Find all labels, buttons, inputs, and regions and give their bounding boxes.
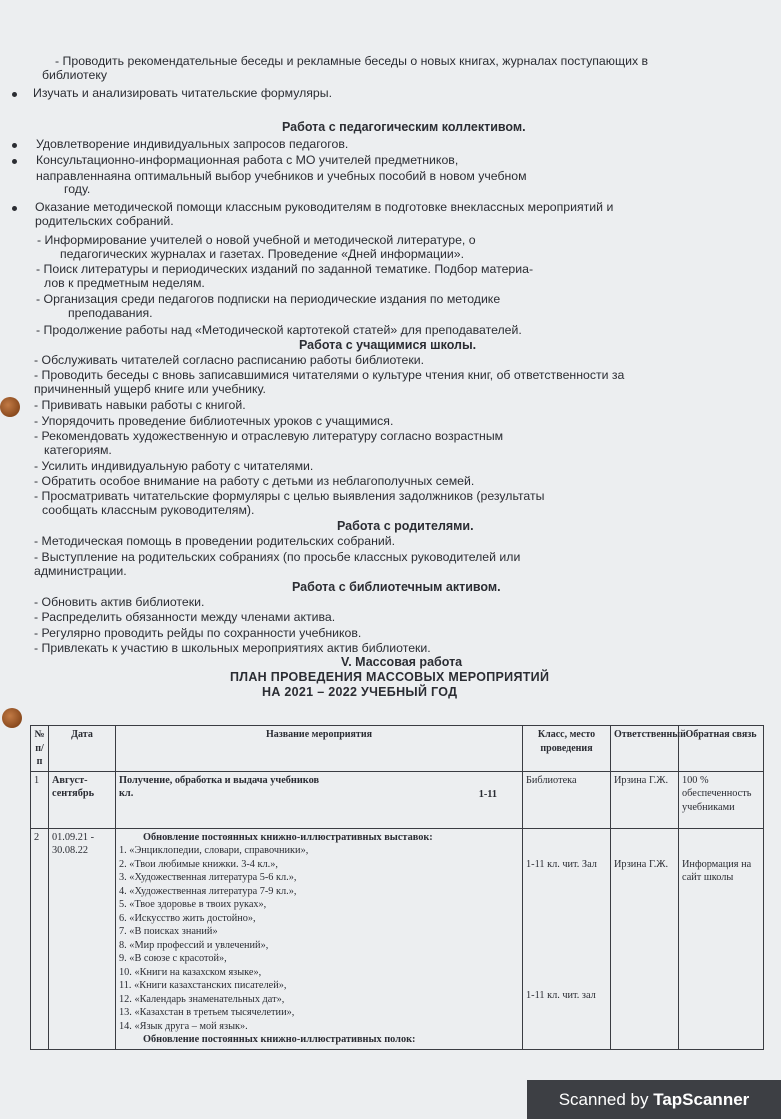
watermark-brand: TapScanner	[653, 1090, 750, 1109]
text-line: сообщать классным руководителям).	[42, 503, 255, 517]
text-line: - Обслуживать читателей согласно расписанию работы библиотеки.	[34, 353, 425, 367]
text-line: - Упорядочить проведение библиотечных уроков с учащимися.	[34, 414, 394, 428]
bullet	[12, 92, 17, 97]
list-item: 4. «Художественная литература 7-9 кл.»,	[119, 885, 297, 897]
plan-title: ПЛАН ПРОВЕДЕНИЯ МАССОВЫХ МЕРОПРИЯТИЙ	[230, 670, 550, 684]
table-row	[31, 828, 764, 1049]
text-line: - Рекомендовать художественную и отраслевую литературу согласно возрастным	[34, 429, 504, 443]
text-line: направленнаяна оптимальный выбор учебников и учебных пособий в новом учебном	[36, 169, 527, 183]
text-line: - Поиск литературы и периодических изданий по заданной тематике. Подбор материа-	[36, 262, 534, 276]
events-table	[30, 725, 763, 1050]
plan-section-title: V. Массовая работа	[341, 655, 463, 669]
text-line: причиненный ущерб книге или учебнику.	[34, 382, 266, 396]
list-item: 7. «В поисках знаний»	[119, 926, 218, 937]
table-header-row	[31, 726, 764, 772]
section-heading: Работа с педагогическим коллективом.	[282, 120, 526, 134]
text-line: - Методическая помощь в проведении родительских собраний.	[34, 534, 396, 548]
text-line: - Обновить актив библиотеки.	[34, 595, 205, 609]
text-line: - Прививать навыки работы с книгой.	[34, 398, 246, 412]
list-item: 12. «Календарь знаменательных дат»,	[119, 993, 285, 1005]
event-title: Обновление постоянных книжно-иллюстративных выставок:	[143, 831, 433, 843]
text-line: - Выступление на родительских собраниях (по просьбе классных руководителей или	[34, 550, 521, 564]
cell-date: Август-сентябрь	[49, 771, 116, 828]
intro-line: библиотеку	[42, 68, 108, 82]
bullet	[12, 206, 17, 211]
punch-hole	[2, 708, 22, 728]
list-item: 10. «Книги на казахском языке»,	[119, 966, 262, 978]
resp-text: Ирзина Г.Ж.	[614, 858, 669, 870]
event-title: Обновление постоянных книжно-иллюстративных полок:	[143, 1034, 416, 1045]
text-line: году.	[64, 182, 91, 196]
punch-hole	[0, 397, 20, 417]
spacer	[526, 831, 607, 858]
section-heading: Работа с библиотечным активом.	[292, 580, 501, 594]
list-item: 9. «В союзе с красотой»,	[119, 953, 227, 964]
text-line: администрации.	[34, 564, 127, 578]
cell-num: 1	[31, 771, 49, 828]
text-line: родительских собраний.	[35, 214, 174, 228]
place-text: 1-11 кл. чит. зал	[526, 990, 596, 1001]
list-item: 11. «Книги казахстанских писателей»,	[119, 980, 287, 991]
text-line: - Просматривать читательские формуляры с целью выявления задолжников (результаты	[34, 489, 545, 503]
cell-feedback	[679, 828, 764, 1049]
spacer	[682, 831, 760, 858]
cell-place	[523, 828, 611, 1049]
header-num: № п/п	[31, 726, 49, 772]
text-line: Удовлетворение индивидуальных запросов педагогов.	[36, 137, 349, 151]
intro-line: Изучать и анализировать читательские формуляры.	[33, 86, 333, 100]
spacer	[526, 871, 607, 989]
cell-resp: Ирзина Г.Ж.	[611, 771, 679, 828]
header-name: Название мероприятия	[116, 726, 523, 772]
text-line: педагогических журналах и газетах. Проведение «Дней информации».	[60, 247, 465, 261]
text-line: категориям.	[44, 443, 112, 457]
text-line: - Информирование учителей о новой учебной и методической литературе, о	[37, 233, 476, 247]
header-feedback: Обратная связь	[679, 726, 764, 772]
text-line: Консультационно-информационная работа с МО учителей предметников,	[36, 153, 459, 167]
header-resp: Ответственный	[611, 726, 679, 772]
text-line: - Распределить обязанности между членами актива.	[34, 610, 336, 624]
cell-name	[116, 828, 523, 1049]
feedback-text: Информация на сайт школы	[682, 858, 752, 883]
spacer	[614, 831, 675, 858]
text-line: - Усилить индивидуальную работу с читателями.	[34, 459, 314, 473]
text-line: преподавания.	[68, 306, 153, 320]
cell-num: 2	[31, 828, 49, 1049]
table-row	[31, 771, 764, 828]
event-name: Получение, обработка и выдача учебников	[119, 774, 320, 786]
list-item: 1. «Энциклопедии, словари, справочники»,	[119, 845, 309, 856]
list-item: 3. «Художественная литература 5-6 кл.»,	[119, 872, 297, 883]
text-line: - Организация среди педагогов подписки на периодические издания по методике	[36, 292, 501, 306]
text-line: - Проводить беседы с вновь записавшимися читателями о культуре чтения книг, об ответственности за	[34, 368, 625, 382]
list-item: 5. «Твое здоровье в твоих руках»,	[119, 899, 267, 910]
intro-line: - Проводить рекомендательные беседы и рекламные беседы о новых книгах, журналах поступающих в	[55, 54, 649, 68]
text-line: - Обратить особое внимание на работу с детьми из неблагополучных семей.	[34, 474, 475, 488]
cell-feedback: 100 % обеспеченность учебниками	[679, 771, 764, 828]
bullet	[12, 159, 17, 164]
event-class-suffix: кл.	[119, 788, 134, 799]
watermark-prefix: Scanned by	[558, 1090, 654, 1109]
cell-name	[116, 771, 523, 828]
cell-resp	[611, 828, 679, 1049]
header-place: Класс, место проведения	[523, 726, 611, 772]
bullet	[12, 143, 17, 148]
place-text: 1-11 кл. чит. Зал	[526, 858, 597, 870]
header-date: Дата	[49, 726, 116, 772]
plan-year: НА 2021 – 2022 УЧЕБНЫЙ ГОД	[262, 685, 458, 699]
scanner-watermark	[527, 1080, 781, 1119]
cell-place: Библиотека	[523, 771, 611, 828]
text-line: - Продолжение работы над «Методической картотекой статей» для преподавателей.	[36, 323, 522, 337]
text-line: - Привлекать к участию в школьных мероприятиях актив библиотеки.	[34, 641, 431, 655]
list-item: 6. «Искусство жить достойно»,	[119, 912, 256, 924]
text-line: лов к предметным неделям.	[44, 276, 205, 290]
text-line: Оказание методической помощи классным руководителям в подготовке внеклассных мероприятий и	[35, 200, 614, 214]
text-line: - Регулярно проводить рейды по сохранности учебников.	[34, 626, 362, 640]
list-item: 13. «Казахстан в третьем тысячелетии»,	[119, 1007, 295, 1018]
section-heading: Работа с родителями.	[337, 519, 474, 533]
event-class: 1-11	[478, 788, 497, 800]
list-item: 14. «Язык друга – мой язык».	[119, 1020, 248, 1032]
section-heading: Работа с учащимися школы.	[299, 338, 477, 352]
list-item: 2. «Твои любимые книжки. 3-4 кл.»,	[119, 858, 278, 870]
cell-date: 01.09.21 - 30.08.22	[49, 828, 116, 1049]
list-item: 8. «Мир профессий и увлечений»,	[119, 939, 269, 951]
